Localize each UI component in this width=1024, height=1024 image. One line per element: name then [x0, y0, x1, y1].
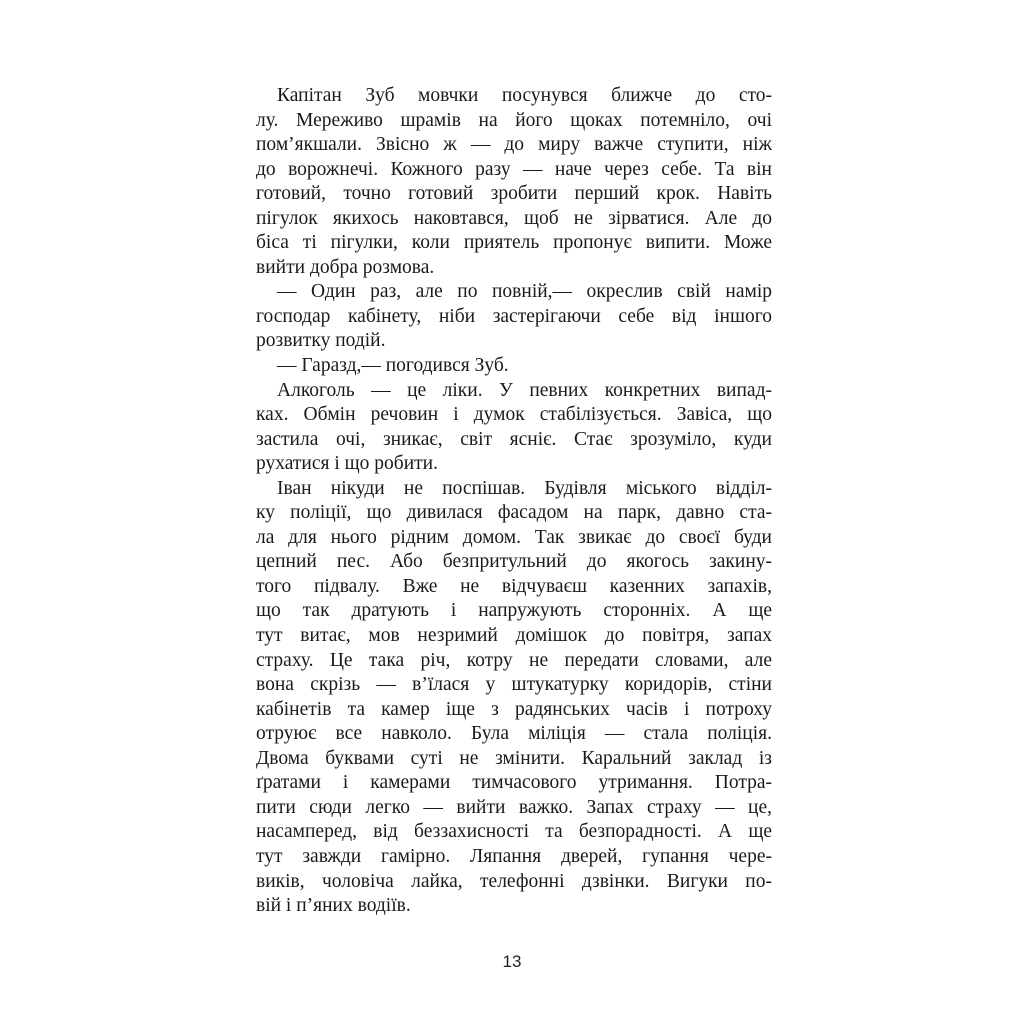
text-line: готовий, точно готовий зробити перший крок. Навіть	[256, 183, 772, 205]
text-line: Алкоголь — це ліки. У певних конкретних випад-	[277, 379, 772, 401]
text-line: Іван нікуди не поспішав. Будівля міського відділ-	[277, 477, 772, 499]
text-line: ґратами і камерами тимчасового утримання. Потра-	[256, 772, 772, 794]
text-line: Двома буквами суті не змінити. Каральний заклад із	[256, 747, 772, 769]
text-line: господар кабінету, ніби застерігаючи себе від іншого	[256, 305, 772, 327]
text-line: ку поліції, що дивилася фасадом на парк, давно ста-	[256, 502, 772, 524]
text-line: виків, чоловіча лайка, телефонні дзвінки. Вигуки по-	[256, 870, 772, 892]
text-line: пом’якшали. Звісно ж — до миру важче ступити, ніж	[256, 134, 772, 156]
text-line: пігулок якихось наковтався, щоб не зірватися. Але до	[256, 207, 772, 229]
text-line: — Один раз, але по повній,— окреслив свій намір	[277, 281, 772, 303]
body-text	[256, 84, 772, 919]
text-line: до ворожнечі. Кожного разу — наче через себе. Та він	[256, 158, 772, 180]
text-line: ла для нього рідним домом. Так звикає до своєї буди	[256, 526, 772, 548]
text-line: біса ті пігулки, коли приятель пропонує випити. Може	[256, 232, 772, 254]
text-line: насамперед, від беззахисності та безпорадності. А ще	[256, 821, 772, 843]
text-line: вій і п’яних водіїв.	[256, 895, 411, 917]
text-line: Капітан Зуб мовчки посунувся ближче до сто-	[277, 85, 772, 106]
text-line: цепний пес. Або безпритульний до якогось закину-	[256, 551, 772, 573]
text-line: рухатися і що робити.	[256, 453, 438, 475]
text-line: застила очі, зникає, світ ясніє. Стає зрозуміло, куди	[256, 428, 772, 450]
text-line: страху. Це така річ, котру не передати словами, але	[256, 649, 772, 671]
text-line: пити сюди легко — вийти важко. Запах страху — це,	[256, 796, 772, 818]
text-line: кабінетів та камер іще з радянських часів і потроху	[256, 698, 772, 720]
text-line: вийти добра розмова.	[256, 256, 435, 278]
text-line: — Гаразд,— погодився Зуб.	[277, 355, 509, 377]
text-line: тут витає, мов незримий домішок до повітря, запах	[256, 625, 772, 647]
text-line: отруює все навколо. Була міліція — стала поліція.	[256, 723, 772, 745]
text-line: тут завжди гамірно. Ляпання дверей, гупання чере-	[256, 845, 772, 867]
text-line: вона скрізь — в’їлася у штукатурку коридорів, стіни	[256, 674, 772, 696]
text-line: лу. Мереживо шрамів на його щоках потемніло, очі	[256, 109, 772, 131]
text-line: ках. Обмін речовин і думок стабілізується. Завіса, що	[256, 404, 772, 426]
text-line: того підвалу. Вже не відчуваєш казенних запахів,	[256, 575, 772, 597]
text-line: розвитку подій.	[256, 330, 386, 352]
page-number: 13	[502, 952, 522, 971]
text-line: що так дратують і напружують сторонніх. А ще	[256, 600, 772, 622]
